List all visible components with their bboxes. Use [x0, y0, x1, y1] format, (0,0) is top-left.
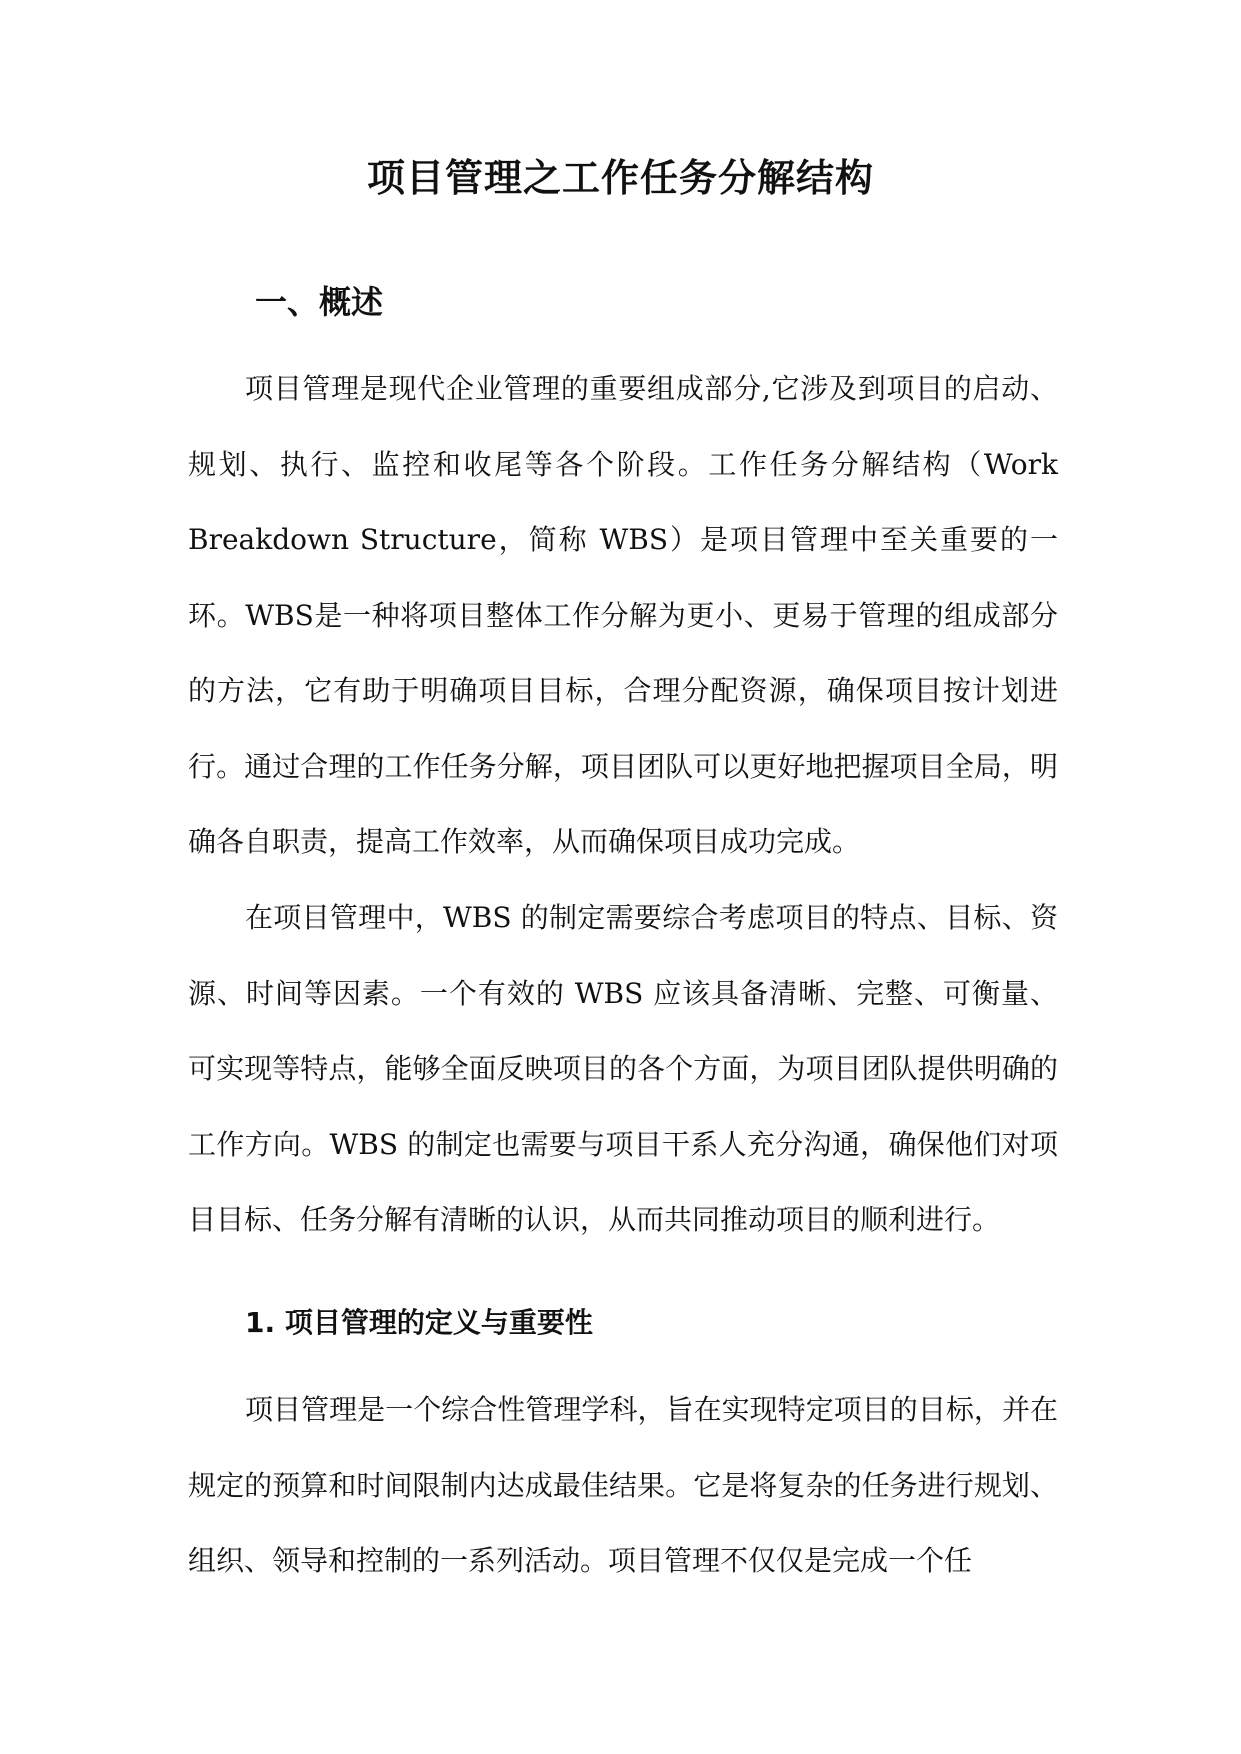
paragraph: 项目管理是现代企业管理的重要组成部分,它涉及到项目的启动、规划、执行、监控和收尾等各个阶段。工作任务分解结构（Work Breakdown Structure，简称 WBS）是项目管理中至关重要的一环。WBS是一种将项目整体工作分解为更小、更易于管理的组成部分的方法，它有助于明确项目目标，合理分配资源，确保项目按计划进行。通过合理的工作任务分解，项目团队可以更好地把握项目全局，明确各自职责，提高工作效率，从而确保项目成功完成。 [188, 372, 1058, 858]
subsection-heading-definition: 1. 项目管理的定义与重要性 [245, 1306, 593, 1339]
document-title: 项目管理之工作任务分解结构 [366, 156, 874, 200]
section-heading-overview: 一、概述 [255, 283, 384, 321]
paragraph: 项目管理是一个综合性管理学科，旨在实现特定项目的目标，并在规定的预算和时间限制内达成最佳结果。它是将复杂的任务进行规划、组织、领导和控制的一系列活动。项目管理不仅仅是完成一个任 [188, 1393, 1058, 1577]
paragraph: 在项目管理中，WBS 的制定需要综合考虑项目的特点、目标、资源、时间等因素。一个有效的 WBS 应该具备清晰、完整、可衡量、可实现等特点，能够全面反映项目的各个方面，为项目团队提供明确的工作方向。WBS 的制定也需要与项目干系人充分沟通，确保他们对项目目标、任务分解有清晰的认识，从而共同推动项目的顺利进行。 [188, 901, 1058, 1236]
